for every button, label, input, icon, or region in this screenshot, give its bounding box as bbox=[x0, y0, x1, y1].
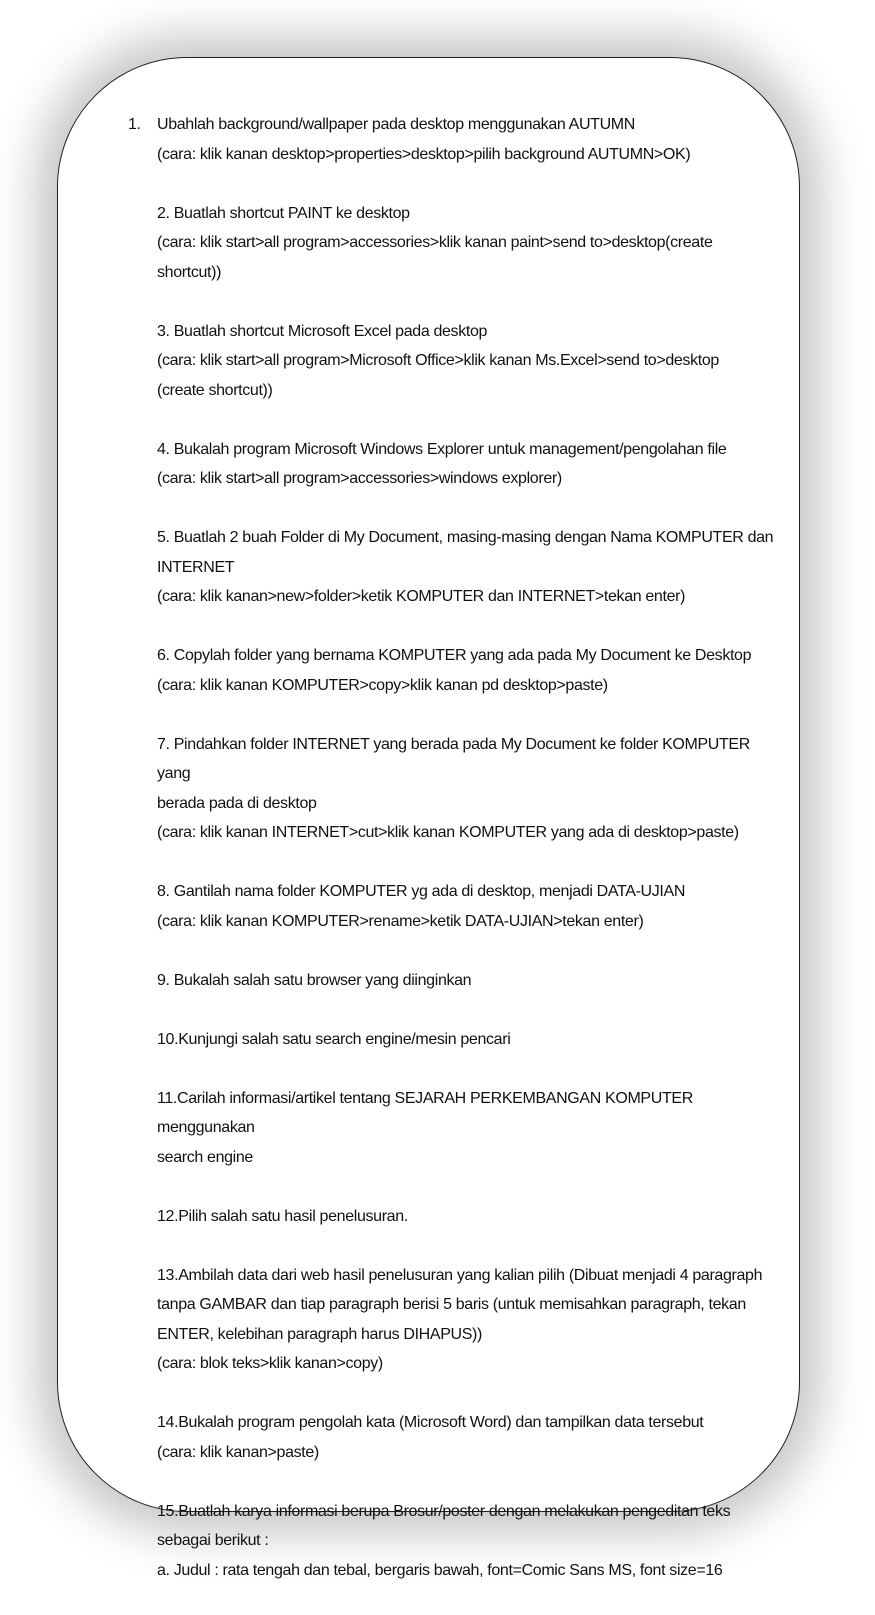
instruction-line: (cara: klik kanan>new>folder>ketik KOMPUTER dan INTERNET>tekan enter) bbox=[157, 588, 686, 605]
instruction-title: 13.Ambilah data dari web hasil penelusuran yang kalian pilih (Dibuat menjadi 4 paragraph bbox=[157, 1266, 763, 1284]
instruction-line: ENTER, kelebihan paragraph harus DIHAPUS)) bbox=[157, 1325, 483, 1343]
instruction-title: 2. Buatlah shortcut PAINT ke desktop bbox=[157, 204, 410, 222]
instruction-title: 12.Pilih salah satu hasil penelusuran. bbox=[157, 1207, 408, 1225]
instruction-item bbox=[157, 877, 777, 936]
instruction-line: (cara: klik start>all program>accessories>klik kanan paint>send to>desktop(create bbox=[157, 234, 713, 251]
instruction-item bbox=[157, 523, 777, 612]
instruction-item bbox=[157, 199, 777, 288]
instruction-line: sebagai berikut : bbox=[157, 1532, 269, 1549]
instruction-line: a. Judul : rata tengah dan tebal, bergaris bawah, font=Comic Sans MS, font size=16 bbox=[157, 1561, 723, 1579]
instruction-line: shortcut)) bbox=[157, 263, 222, 281]
instruction-line: INTERNET bbox=[157, 558, 235, 576]
instruction-list bbox=[128, 110, 777, 1615]
instruction-title bbox=[128, 110, 777, 140]
instruction-title: 11.Carilah informasi/artikel tentang SEJARAH PERKEMBANGAN KOMPUTER menggunakan bbox=[157, 1089, 693, 1136]
instruction-title: 4. Bukalah program Microsoft Windows Explorer untuk management/pengolahan file bbox=[157, 440, 727, 458]
instruction-title: 3. Buatlah shortcut Microsoft Excel pada desktop bbox=[157, 322, 488, 340]
instruction-text: Ubahlah background/wallpaper pada desktop menggunakan AUTUMN bbox=[157, 116, 635, 133]
instruction-line: (cara: klik kanan INTERNET>cut>klik kanan KOMPUTER yang ada di desktop>paste) bbox=[157, 824, 739, 841]
document-card bbox=[57, 57, 800, 1579]
instruction-item bbox=[157, 1202, 777, 1232]
instruction-item bbox=[157, 730, 777, 848]
instruction-title: 8. Gantilah nama folder KOMPUTER yg ada di desktop, menjadi DATA-UJIAN bbox=[157, 883, 686, 900]
instruction-item bbox=[157, 435, 777, 494]
instruction-item bbox=[157, 1497, 777, 1586]
instruction-item bbox=[128, 110, 777, 169]
instruction-item bbox=[157, 1408, 777, 1467]
instruction-line: (create shortcut)) bbox=[157, 381, 273, 399]
instruction-title: 6. Copylah folder yang bernama KOMPUTER yang ada pada My Document ke Desktop bbox=[157, 647, 752, 664]
instruction-title: 14.Bukalah program pengolah kata (Microsoft Word) dan tampilkan data tersebut bbox=[157, 1414, 704, 1431]
instruction-line: (cara: klik start>all program>Microsoft Office>klik kanan Ms.Excel>send to>desktop bbox=[157, 352, 719, 369]
instruction-item bbox=[157, 1084, 777, 1173]
instruction-item bbox=[157, 641, 777, 700]
instruction-line: (cara: klik start>all program>accessories>windows explorer) bbox=[157, 470, 562, 487]
instruction-line: search engine bbox=[157, 1148, 253, 1166]
instruction-title: 7. Pindahkan folder INTERNET yang berada pada My Document ke folder KOMPUTER yang bbox=[157, 735, 750, 782]
instruction-line: (cara: klik kanan KOMPUTER>rename>ketik DATA-UJIAN>tekan enter) bbox=[157, 912, 644, 930]
list-number: 1. bbox=[128, 116, 141, 133]
instruction-item bbox=[157, 1261, 777, 1379]
instruction-line: tanpa GAMBAR dan tiap paragraph berisi 5 baris (untuk memisahkan paragraph, tekan bbox=[157, 1296, 746, 1313]
instruction-item bbox=[157, 1025, 777, 1055]
instruction-item bbox=[157, 966, 777, 996]
instruction-line: (cara: blok teks>klik kanan>copy) bbox=[157, 1355, 383, 1372]
instruction-line: berada pada di desktop bbox=[157, 794, 317, 812]
instruction-line: (cara: klik kanan desktop>properties>desktop>pilih background AUTUMN>OK) bbox=[157, 145, 691, 163]
instruction-title: 5. Buatlah 2 buah Folder di My Document, masing-masing dengan Nama KOMPUTER dan bbox=[157, 529, 774, 546]
instruction-line: (cara: klik kanan KOMPUTER>copy>klik kanan pd desktop>paste) bbox=[157, 676, 608, 694]
instruction-item bbox=[157, 317, 777, 406]
instruction-title: 9. Bukalah salah satu browser yang diinginkan bbox=[157, 971, 472, 989]
instruction-title: 10.Kunjungi salah satu search engine/mesin pencari bbox=[157, 1030, 511, 1048]
instruction-line: (cara: klik kanan>paste) bbox=[157, 1443, 319, 1461]
instruction-title: 15.Buatlah karya informasi berupa Brosur/poster dengan melakukan pengeditan teks bbox=[157, 1502, 731, 1520]
